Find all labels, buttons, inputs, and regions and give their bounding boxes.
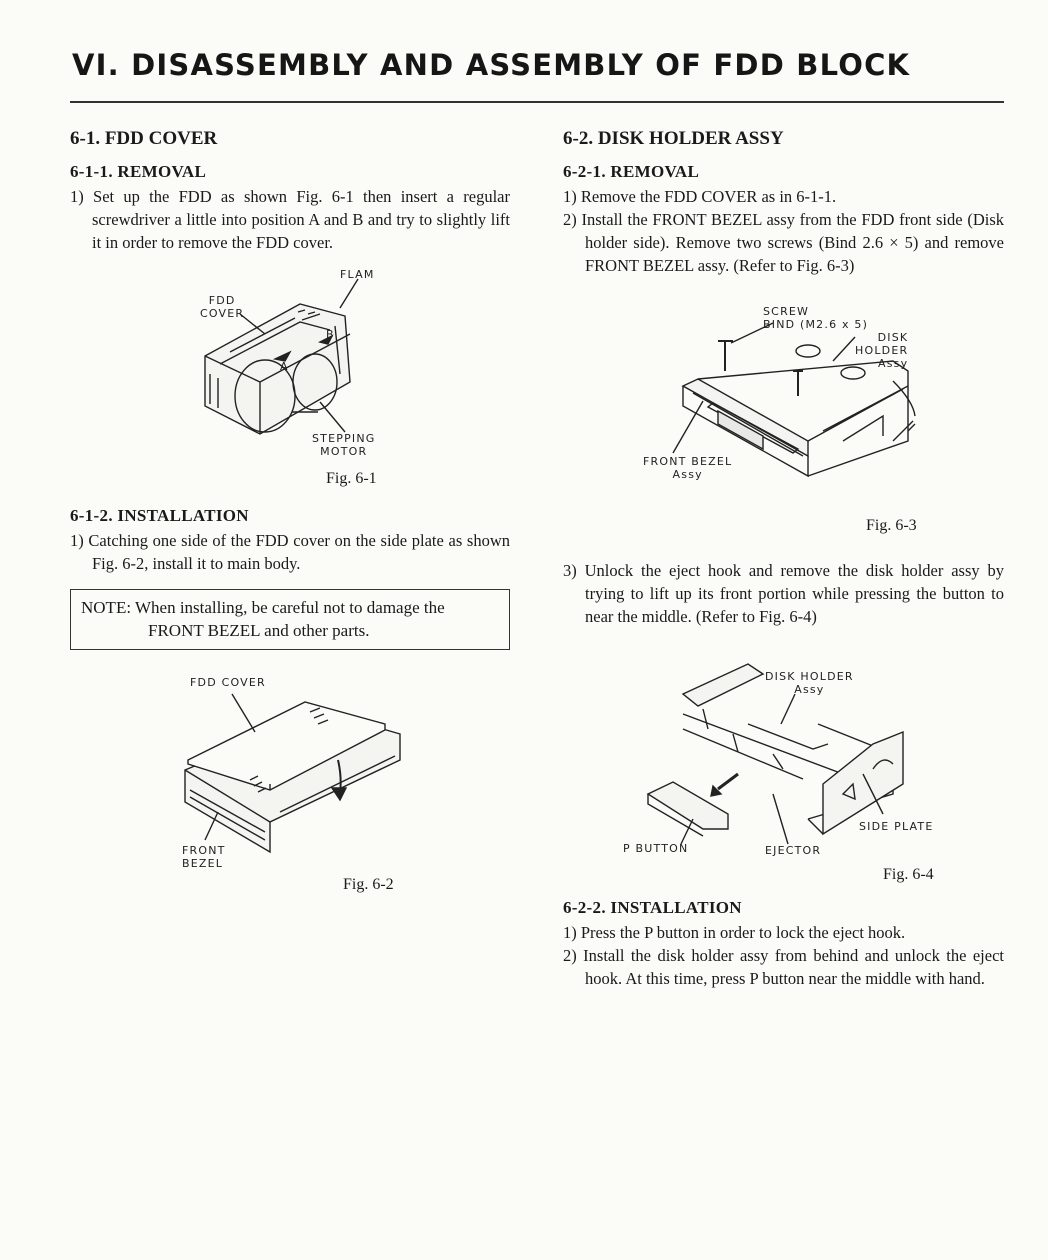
caption-fig-6-1: Fig. 6-1 [326,470,377,487]
installation2-step-2: 2) Install the disk holder assy from behind and unlock the eject hook. At this time, press P button near the middle with hand. [563,946,1004,988]
label-disk-holder-fig4: DISK HOLDER Assy [765,670,854,696]
label-p-button: P BUTTON [623,842,689,855]
fdd-cover-diagram [70,264,510,500]
page-title: VI. DISASSEMBLY AND ASSEMBLY OF FDD BLOCK [72,48,911,82]
right-column [563,128,1004,990]
note-line-2: FRONT BEZEL and other parts. [148,621,370,640]
left-column [70,128,510,912]
heading-removal: 6-1-1. REMOVAL [70,162,207,181]
label-flam: FLAM [340,268,375,281]
label-fdd-cover-fig2: FDD COVER [190,676,266,689]
section-title-fdd-cover: 6-1. FDD COVER [70,128,218,149]
figure-6-2 [70,672,510,912]
fdd-install-diagram [70,672,510,912]
label-disk-holder-fig3: DISK HOLDER Assy [855,331,909,370]
label-front-bezel-fig2: FRONT BEZEL [182,844,226,870]
label-position-a: A [280,360,289,373]
title-rule [70,101,1004,103]
installation2-step-1: 1) Press the P button in order to lock the eject hook. [563,923,906,942]
installation-step-1: 1) Catching one side of the FDD cover on the side plate as shown Fig. 6-2, install it to main body. [70,531,510,573]
heading-installation: 6-1-2. INSTALLATION [70,506,249,525]
label-screw: SCREW BIND (M2.6 x 5) [763,305,869,331]
label-fdd-cover: FDD COVER [200,294,245,320]
heading-removal-2: 6-2-1. REMOVAL [563,162,700,181]
figure-6-1 [70,264,510,500]
label-front-bezel-fig3: FRONT BEZEL Assy [643,455,733,481]
label-stepping-motor: STEPPING MOTOR [312,432,376,458]
label-side-plate: SIDE PLATE [859,820,934,833]
removal2-step-2: 2) Install the FRONT BEZEL assy from the FDD front side (Disk holder side). Remove two screws (Bind 2.6 × 5) and remove FRONT BEZEL assy. (Refer to Fig. 6-3) [563,210,1004,275]
section-title-disk-holder: 6-2. DISK HOLDER ASSY [563,128,784,149]
removal2-step-1: 1) Remove the FDD COVER as in 6-1-1. [563,187,837,206]
figure-6-4 [563,644,1004,884]
removal2-step-3: 3) Unlock the eject hook and remove the disk holder assy by trying to lift up its front portion while pressing the button to near the middle. (Refer to Fig. 6-4) [563,561,1004,626]
label-position-b: B [326,328,335,341]
note-box [70,589,510,650]
caption-fig-6-4: Fig. 6-4 [883,866,934,883]
note-line-1: NOTE: When installing, be careful not to damage the [81,598,445,617]
figure-6-3 [563,291,1004,541]
removal-step-1: 1) Set up the FDD as shown Fig. 6-1 then insert a regular screwdriver a little into position A and B and try to slightly lift it in order to remove the FDD cover. [70,187,510,252]
caption-fig-6-3: Fig. 6-3 [866,517,917,534]
caption-fig-6-2: Fig. 6-2 [343,876,394,893]
heading-installation-2: 6-2-2. INSTALLATION [563,898,742,917]
label-ejector: EJECTOR [765,844,822,857]
